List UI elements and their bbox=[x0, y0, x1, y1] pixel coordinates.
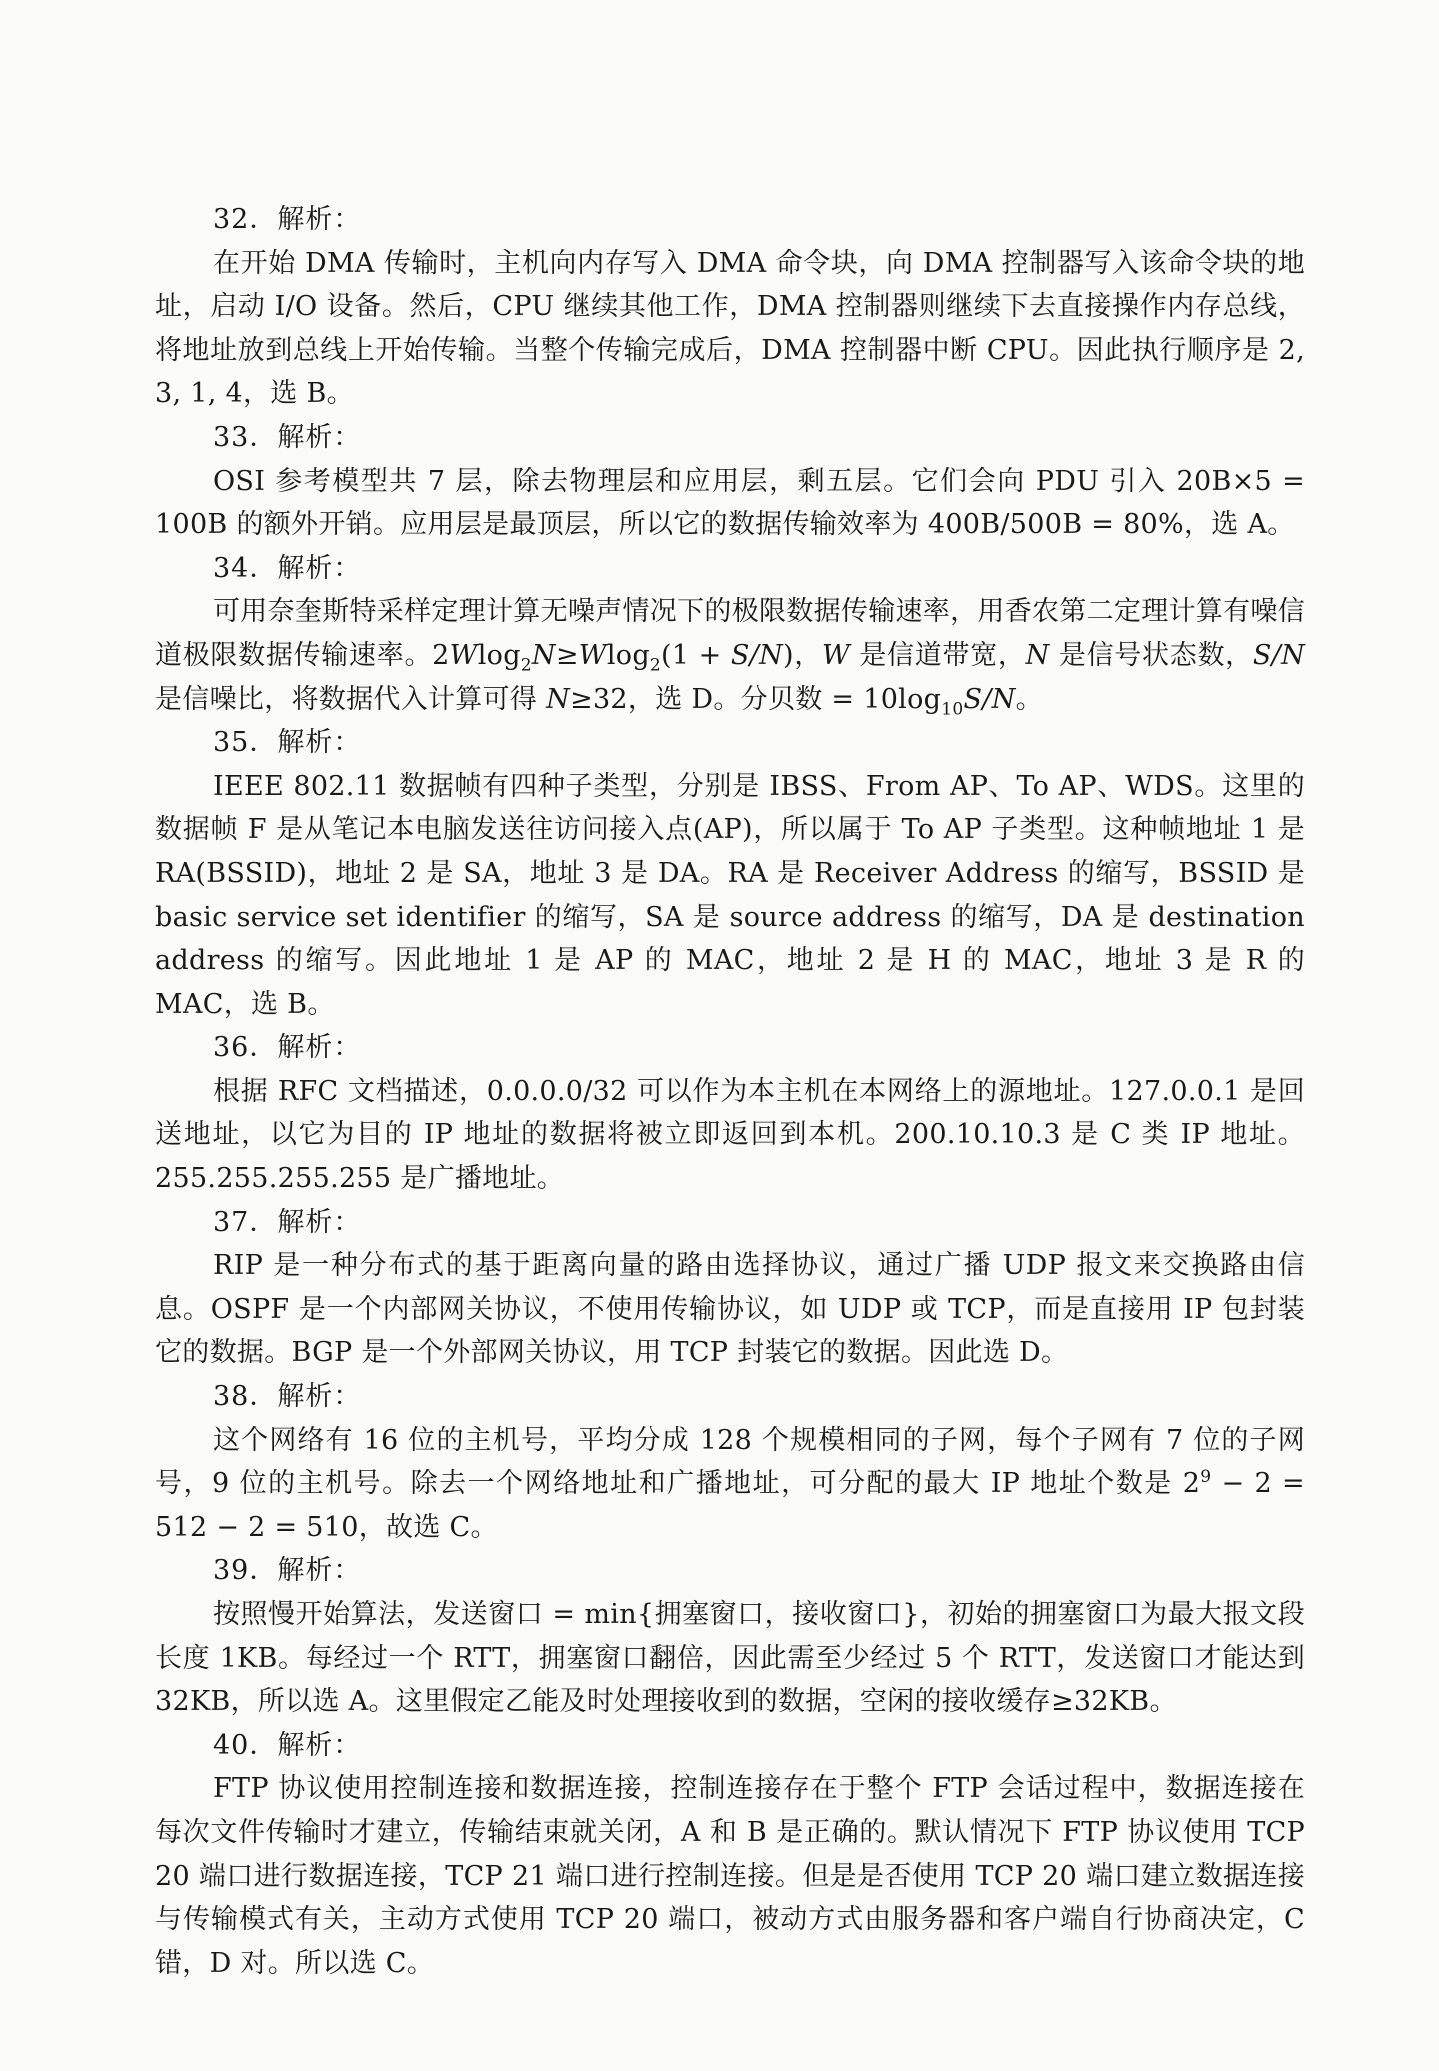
explanation-38-part: − 2 = 512 − 2 = 510，故选 C。 bbox=[155, 1468, 1305, 1543]
explanation-34-part: ≥32，选 D。分贝数 = 10log bbox=[570, 683, 942, 715]
log-base: 10 bbox=[941, 698, 964, 719]
answer-explanations bbox=[155, 198, 1305, 1985]
paren-open: (1 + bbox=[661, 639, 731, 671]
log-text: log bbox=[606, 639, 650, 671]
var-w: W bbox=[821, 639, 851, 671]
var-sn: S/N bbox=[730, 639, 784, 671]
heading-34: 34．解析： bbox=[213, 552, 362, 584]
explanation-39: 按照慢开始算法，发送窗口 = min{拥塞窗口，接收窗口}，初始的拥塞窗口为最大报文段长度 1KB。每经过一个 RTT，拥塞窗口翻倍，因此需至少经过 5 个 RTT，发送窗口才能达到 32KB，所以选 A。这里假定乙能及时处理接收到的数据，空闲的接收缓存≥32KB。 bbox=[155, 1599, 1305, 1718]
explanation-37: RIP 是一种分布式的基于距离向量的路由选择协议，通过广播 UDP 报文来交换路由信息。OSPF 是一个内部网关协议，不使用传输协议，如 UDP 或 TCP，而是直接用 IP 包封装它的数据。BGP 是一个外部网关协议，用 TCP 封装它的数据。因此选 D。 bbox=[155, 1250, 1305, 1369]
explanation-34-part: 可用奈奎斯特采样定理计算无噪声情况下的极限数据传输速率，用香农第二定理计算有噪信道极限数据传输速率。2 bbox=[155, 596, 1305, 671]
explanation-38 bbox=[155, 1419, 1305, 1550]
explanation-33: OSI 参考模型共 7 层，除去物理层和应用层，剩五层。它们会向 PDU 引入 20B×5 = 100B 的额外开销。应用层是最顶层，所以它的数据传输效率为 400B/500B = 80%，选 A。 bbox=[155, 465, 1305, 541]
log-base: 2 bbox=[520, 655, 532, 676]
var-w: W bbox=[578, 639, 607, 671]
var-sn: S/N bbox=[1252, 639, 1306, 671]
exponent: 9 bbox=[1200, 1467, 1212, 1488]
log-base: 2 bbox=[649, 655, 662, 676]
explanation-32: 在开始 DMA 传输时，主机向内存写入 DMA 命令块，向 DMA 控制器写入该命令块的地址，启动 I/O 设备。然后，CPU 继续其他工作，DMA 控制器则继续下去直接操作内存总线，将地址放到总线上开始传输。当整个传输完成后，DMA 控制器中断 CPU。因此执行顺序是 2, 3, 1, 4，选 B。 bbox=[155, 247, 1305, 410]
heading-40: 40．解析： bbox=[213, 1729, 362, 1761]
log-text: log bbox=[477, 639, 521, 671]
var-n: N bbox=[1025, 639, 1050, 671]
explanation-34-part: 是信号状态数， bbox=[1049, 639, 1253, 671]
var-n: N bbox=[546, 683, 571, 715]
explanation-40: FTP 协议使用控制连接和数据连接，控制连接存在于整个 FTP 会话过程中，数据连接在每次文件传输时才建立，传输结束就关闭，A 和 B 是正确的。默认情况下 FTP 协议使用 TCP 20 端口进行数据连接，TCP 21 端口进行控制连接。但是是否使用 TCP 20 端口建立数据连接与传输模式有关，主动方式使用 TCP 20 端口，被动方式由服务器和客户端自行协商决定，C 错，D 对。所以选 C。 bbox=[155, 1773, 1305, 1979]
explanation-35: IEEE 802.11 数据帧有四种子类型，分别是 IBSS、From AP、To AP、WDS。这里的数据帧 F 是从笔记本电脑发送往访问接入点(AP)，所以属于 To AP 子类型。这种帧地址 1 是 RA(BSSID)，地址 2 是 SA，地址 3 是 DA。RA 是 Receiver Address 的缩写，BSSID 是 basic service set identifier 的缩写，SA 是 source address 的缩写，DA 是 destination address 的缩写。因此地址 1 是 AP 的 MAC，地址 2 是 H 的 MAC，地址 3 是 R 的 MAC，选 B。 bbox=[155, 770, 1305, 1020]
explanation-38-part: 这个网络有 16 位的主机号，平均分成 128 个规模相同的子网，每个子网有 7 位的子网号，9 位的主机号。除去一个网络地址和广播地址，可分配的最大 IP 地址个数是 2 bbox=[155, 1424, 1305, 1500]
heading-33: 33．解析： bbox=[213, 421, 362, 453]
heading-36: 36．解析： bbox=[213, 1032, 362, 1064]
var-n: N bbox=[531, 639, 556, 671]
var-w: W bbox=[449, 639, 478, 671]
heading-37: 37．解析： bbox=[213, 1206, 362, 1238]
explanation-34-part: 。 bbox=[1015, 683, 1043, 715]
heading-35: 35．解析： bbox=[213, 727, 362, 759]
heading-38: 38．解析： bbox=[213, 1381, 362, 1413]
heading-39: 39．解析： bbox=[213, 1555, 362, 1587]
geq-sign: ≥ bbox=[555, 639, 579, 671]
explanation-34-part: 是信噪比，将数据代入计算可得 bbox=[155, 683, 547, 715]
explanation-34-part: )， bbox=[783, 639, 822, 671]
explanation-34-part: 是信道带宽， bbox=[850, 639, 1026, 671]
explanation-36: 根据 RFC 文档描述，0.0.0.0/32 可以作为本主机在本网络上的源地址。127.0.0.1 是回送地址，以它为目的 IP 地址的数据将被立即返回到本机。200.10.10.3 是 C 类 IP 地址。255.255.255.255 是广播地址。 bbox=[155, 1075, 1305, 1195]
heading-32: 32．解析： bbox=[213, 204, 362, 235]
explanation-34 bbox=[155, 590, 1305, 721]
var-sn: S/N bbox=[963, 683, 1016, 715]
